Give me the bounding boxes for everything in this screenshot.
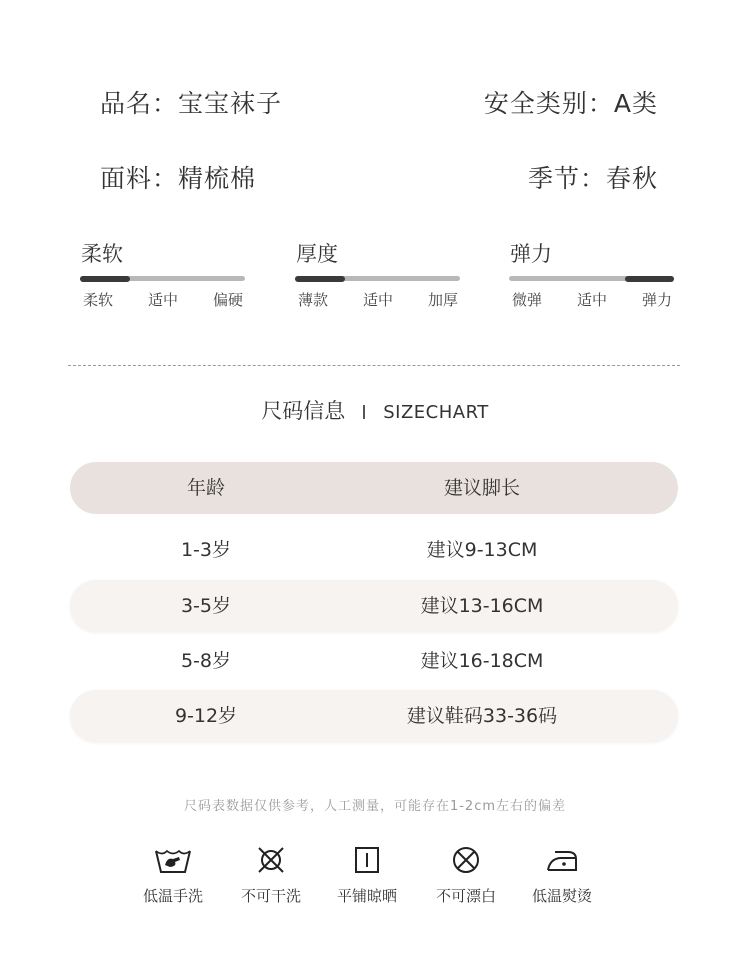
no-dry-clean-icon [256, 845, 286, 875]
care-item-no-dry-clean [226, 845, 316, 906]
table-row [70, 524, 678, 576]
scale-track [295, 276, 460, 281]
care-label: 低温熨烫 [531, 887, 592, 905]
scale-fill [625, 276, 675, 282]
care-item-low-temp-iron [517, 845, 607, 906]
cell-foot-length: 建议13-16CM [420, 595, 544, 617]
safety-category: 安全类别：A类 [483, 89, 658, 118]
care-label: 平铺晾晒 [336, 887, 397, 905]
size-chart-title-cn: 尺码信息 [261, 399, 346, 423]
scale-track [80, 276, 245, 281]
scale-track [509, 276, 674, 281]
cell-foot-length: 建议16-18CM [420, 650, 544, 672]
header-foot-length: 建议脚长 [443, 477, 520, 499]
size-chart-title [0, 395, 750, 425]
table-header [70, 462, 678, 514]
scale-label: 柔软 [83, 291, 114, 309]
scale-labels [295, 289, 458, 310]
flat-dry-icon [352, 845, 382, 875]
table-row [70, 690, 678, 742]
season: 季节：春秋 [527, 164, 658, 193]
cell-age: 3-5岁 [180, 595, 232, 617]
cell-foot-length: 建议鞋码33-36码 [406, 705, 558, 727]
cell-age: 1-3岁 [180, 539, 232, 561]
care-label: 低温手洗 [142, 887, 203, 905]
scale-title: 弹力 [510, 242, 552, 266]
scale-label: 适中 [147, 291, 178, 309]
product-info-row-1 [0, 84, 750, 124]
softness-scale [80, 238, 250, 318]
scale-labels [80, 289, 243, 310]
low-temp-hand-wash-icon [153, 845, 193, 875]
scale-title: 厚度 [296, 242, 338, 266]
care-label: 不可漂白 [435, 887, 496, 905]
scale-label: 薄款 [298, 291, 329, 309]
care-item-hand-wash [128, 845, 218, 906]
product-name: 品名：宝宝袜子 [100, 89, 283, 118]
scale-fill [80, 276, 130, 282]
cell-foot-length: 建议9-13CM [426, 539, 538, 561]
cell-age: 9-12岁 [174, 705, 238, 727]
scale-label: 适中 [576, 291, 607, 309]
table-row [70, 635, 678, 687]
table-row [70, 580, 678, 632]
dashed-divider [68, 365, 680, 366]
header-age: 年龄 [186, 477, 225, 499]
title-separator [363, 405, 365, 419]
fabric: 面料：精梳棉 [100, 164, 257, 193]
elasticity-scale [509, 238, 679, 318]
low-temp-iron-icon [544, 845, 580, 875]
thickness-scale [295, 238, 465, 318]
scale-labels [509, 289, 672, 310]
scale-label: 加厚 [427, 291, 458, 309]
no-bleach-icon [451, 845, 481, 875]
scale-label: 偏硬 [212, 291, 243, 309]
scale-label: 弹力 [641, 291, 672, 309]
scale-label: 适中 [362, 291, 393, 309]
care-item-no-bleach [421, 845, 511, 906]
product-info-row-2 [0, 159, 750, 199]
scale-fill [295, 276, 345, 282]
care-label: 不可干洗 [240, 887, 301, 905]
cell-age: 5-8岁 [180, 650, 232, 672]
care-item-flat-dry [322, 845, 412, 906]
scale-label: 微弹 [512, 291, 543, 309]
scale-title: 柔软 [81, 242, 123, 266]
size-note: 尺码表数据仅供参考，人工测量，可能存在1-2cm左右的偏差 [183, 799, 567, 814]
size-chart-title-en: SIZECHART [383, 402, 489, 423]
